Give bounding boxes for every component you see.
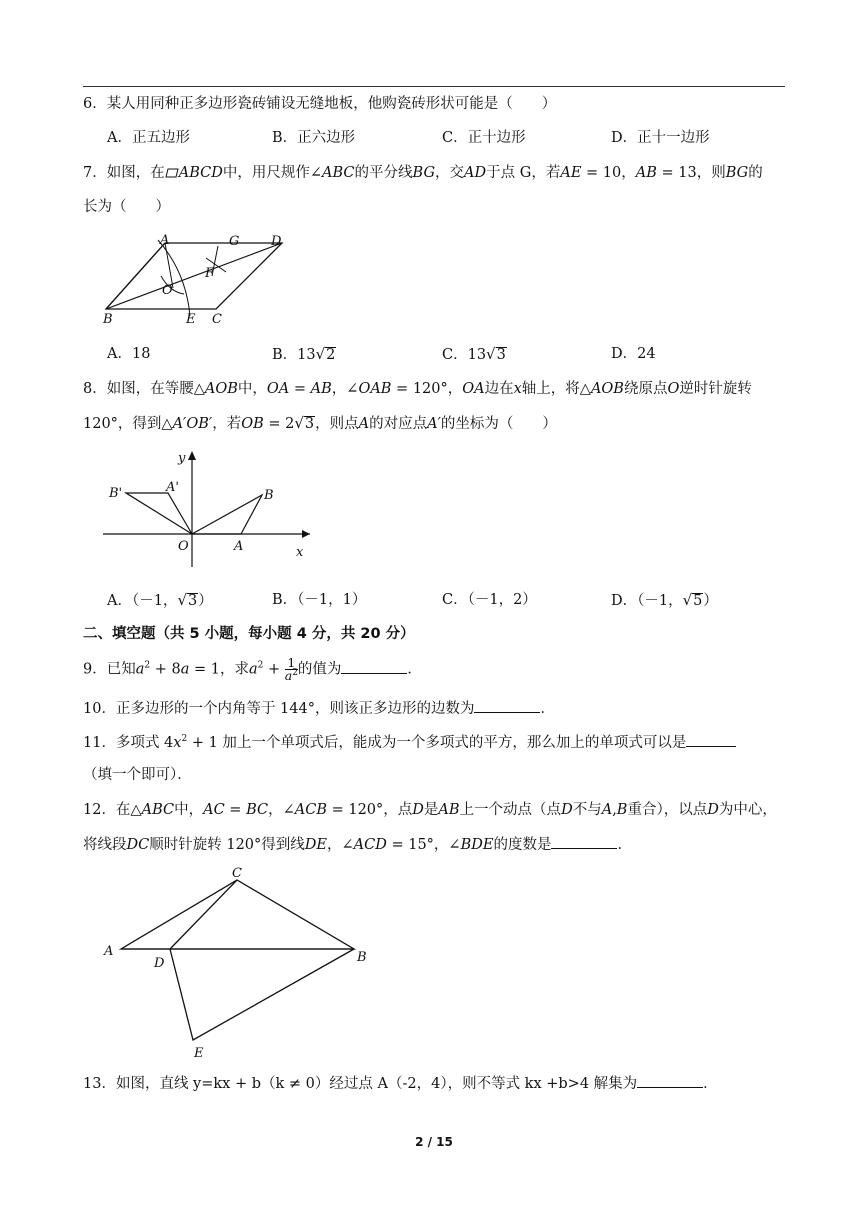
q8-stem-line2: 120°，得到△A′OB′，若OB = 2√3，则点A的对应点A′的坐标为（ ） [83, 414, 557, 432]
q8-label-y: y [178, 451, 186, 466]
q13-stem: 13．如图，直线 y=kx + b（k ≠ 0）经过点 A（-2，4），则不等式 kx +b>4 解集为 ． [83, 1073, 718, 1094]
q6-option-b: B．正六边形 [272, 130, 356, 146]
q7-option-d: D．24 [611, 346, 656, 362]
q9-answer-blank[interactable] [341, 659, 407, 674]
parallelogram-icon [165, 164, 179, 174]
q12-answer-blank[interactable] [551, 834, 617, 849]
q13-answer-blank[interactable] [637, 1073, 703, 1088]
q7-option-a: A．18 [107, 346, 151, 362]
q8-label-b-prime: B' [109, 486, 123, 501]
q7-stem-line1: 7．如图，在 ABCD中，用尺规作∠ABC的平分线BG，交AD于点 G，若AE = 10，AB = 13，则BG的 [83, 165, 763, 181]
q6-option-c: C．正十边形 [442, 130, 526, 146]
q8-option-b: B．（－1，1） [272, 592, 367, 608]
q8-label-b: B [264, 488, 274, 503]
q12-label-e: E [194, 1046, 204, 1061]
q7-label-g: G [229, 234, 240, 249]
q7-label-o: O [162, 283, 173, 298]
q7-option-c: C．13√3 [442, 345, 506, 363]
q10-stem: 10．正多边形的一个内角等于 144°，则该正多边形的边数为 ． [83, 698, 555, 719]
q6-option-a: A．正五边形 [107, 130, 190, 146]
q7-label-b: B [103, 312, 113, 327]
q10-answer-blank[interactable] [474, 698, 540, 713]
q7-label-e: E [186, 312, 196, 327]
q12-stem-line2: 将线段DC顺时针旋转 120°得到线DE，∠ACD = 15°，∠BDE的度数是 ． [83, 834, 632, 855]
q7-stem-line2: 长为（ ） [83, 199, 170, 215]
q6-option-d: D．正十一边形 [611, 130, 710, 146]
q8-label-a: A [234, 539, 244, 554]
q8-option-a: A．（－1，√3） [107, 591, 213, 609]
q11-answer-blank[interactable] [686, 732, 736, 747]
q8-label-x: x [296, 545, 304, 560]
q7-option-b: B．13√2 [272, 345, 336, 363]
q8-option-c: C．（－1，2） [442, 592, 537, 608]
page-number: 2 / 15 [415, 1135, 453, 1149]
q12-stem-line1: 12．在△ABC中，AC = BC，∠ACB = 120°，点D是AB上一个动点（点D不与A,B重合），以点D为中心， [83, 802, 777, 818]
q7-label-f: F [205, 266, 215, 281]
q12-label-c: C [232, 866, 242, 881]
q7-figure [98, 232, 298, 327]
q9-stem: 9．已知$a^2 + 8a = 1$，求$a^2$ + $\frac{1}{a^2}$ 的值为 ． [83, 655, 422, 683]
q12-label-d: D [154, 956, 165, 971]
q11-stem-line2: （填一个即可）． [83, 767, 192, 783]
header-rule [83, 86, 785, 87]
q8-figure [98, 447, 323, 572]
q8-option-d: D．（－1，√5） [611, 591, 718, 609]
q7-label-c: C [212, 312, 222, 327]
q7-label-d: D [271, 234, 282, 249]
section-fill-in-title: 二、填空题（共 5 小题，每小题 4 分，共 20 分） [83, 626, 415, 642]
q8-stem-line1: 8．如图，在等腰△AOB中，OA = AB，∠OAB = 120°，OA边在x轴上，将△AOB绕原点O逆时针旋转 [83, 381, 752, 397]
q12-label-b: B [357, 950, 367, 965]
q6-stem: 6．某人用同种正多边形瓷砖铺设无缝地板，他购瓷砖形状可能是（ ） [83, 96, 557, 112]
q8-label-o: O [178, 539, 189, 554]
q12-label-a: A [104, 944, 114, 959]
q8-label-a-prime: A' [166, 480, 179, 495]
q12-figure [98, 862, 388, 1062]
q7-label-a: A [160, 233, 170, 248]
q11-stem-line1: 11．多项式 $4x^2 + 1$ 加上一个单项式后，能成为一个多项式的平方，那么加上的单项式可以是 [83, 732, 736, 753]
